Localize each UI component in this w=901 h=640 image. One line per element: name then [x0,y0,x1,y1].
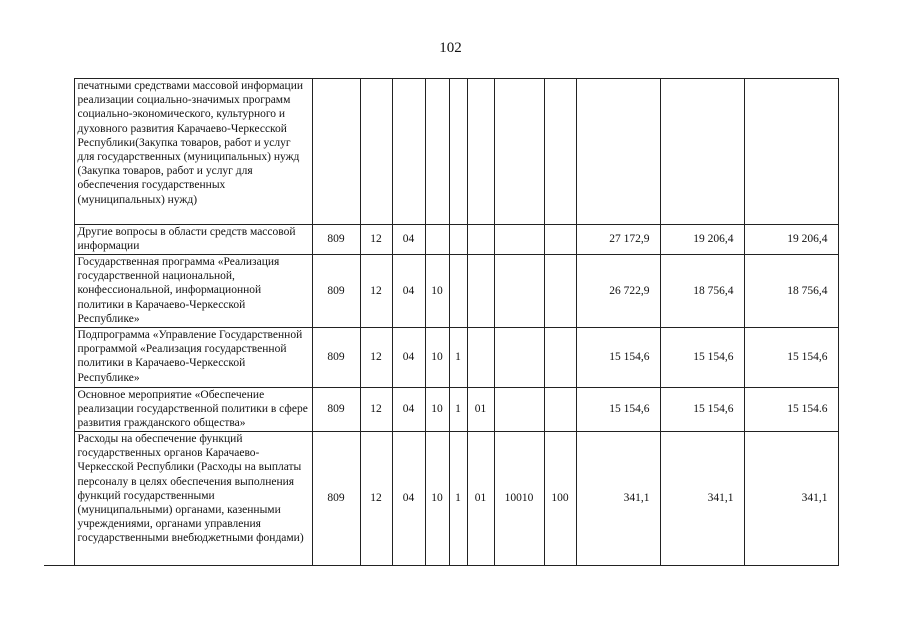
subprogram-code: 1 [449,388,467,432]
program-code [425,79,449,225]
event-code: 01 [467,388,494,432]
row-name: печатными средствами массовой информации реализации социально-значимых программ социально-экономического, культурного и духовного развития Карачаево-Черкесской Республики(Закупка товаров, работ и услуг для государственных (муниципальных) нужд (Закупка товаров, работ и услуг для обеспечения государственных (муниципальных) нужд) [74,79,312,225]
row-name: Другие вопросы в области средств массовой информации [74,225,312,255]
ved-code: 809 [312,225,360,255]
expense-type-code [544,388,576,432]
budget-table [44,78,839,566]
subsection-code: 04 [392,328,425,388]
amount-year-2 [660,79,744,225]
row-name: Основное мероприятие «Обеспечение реализации государственной политики в сфере развития гражданского общества» [74,388,312,432]
blank-margin-cell [44,328,74,388]
amount-year-3: 341,1 [744,432,838,566]
program-code: 10 [425,388,449,432]
amount-year-3: 19 206,4 [744,225,838,255]
amount-year-2: 15 154,6 [660,388,744,432]
row-name: Расходы на обеспечение функций государственных органов Карачаево-Черкесской Республики (Расходы на выплаты персоналу в целях обеспечения выполнения функций государственными (муниципальными) органами, казенными учреждениями, органами управления государственными внебюджетными фондами) [74,432,312,566]
subprogram-code [449,79,467,225]
event-code [467,79,494,225]
amount-year-2: 18 756,4 [660,255,744,328]
blank-margin-cell [44,388,74,432]
program-code: 10 [425,328,449,388]
subprogram-code [449,225,467,255]
table-row [44,388,838,432]
blank-margin-cell [44,255,74,328]
blank-margin-cell [44,432,74,566]
amount-year-2: 19 206,4 [660,225,744,255]
table-row [44,79,838,225]
expense-type-code: 100 [544,432,576,566]
event-code [467,225,494,255]
subsection-code: 04 [392,388,425,432]
table-row [44,328,838,388]
ved-code: 809 [312,388,360,432]
section-code: 12 [360,388,392,432]
amount-year-2: 15 154,6 [660,328,744,388]
event-code [467,255,494,328]
direction-code [494,255,544,328]
amount-year-2: 341,1 [660,432,744,566]
amount-year-3: 18 756,4 [744,255,838,328]
ved-code: 809 [312,328,360,388]
direction-code [494,79,544,225]
section-code: 12 [360,328,392,388]
direction-code [494,225,544,255]
amount-year-1: 15 154,6 [576,388,660,432]
table-row [44,432,838,566]
subsection-code: 04 [392,432,425,566]
subsection-code: 04 [392,255,425,328]
expense-type-code [544,255,576,328]
ved-code: 809 [312,255,360,328]
direction-code [494,388,544,432]
blank-margin-cell [44,225,74,255]
program-code: 10 [425,432,449,566]
row-name: Подпрограмма «Управление Государственной программой «Реализация государственной политики в Карачаево-Черкесской Республике» [74,328,312,388]
section-code: 12 [360,225,392,255]
page-number: 102 [439,40,462,56]
program-code [425,225,449,255]
expense-type-code [544,225,576,255]
amount-year-1: 341,1 [576,432,660,566]
subprogram-code [449,255,467,328]
event-code [467,328,494,388]
subsection-code [392,79,425,225]
section-code: 12 [360,432,392,566]
amount-year-1: 15 154,6 [576,328,660,388]
amount-year-1: 27 172,9 [576,225,660,255]
table-row [44,225,838,255]
amount-year-1: 26 722,9 [576,255,660,328]
amount-year-1 [576,79,660,225]
subsection-code: 04 [392,225,425,255]
direction-code [494,328,544,388]
section-code [360,79,392,225]
subprogram-code: 1 [449,328,467,388]
expense-type-code [544,328,576,388]
direction-code: 10010 [494,432,544,566]
amount-year-3: 15 154,6 [744,328,838,388]
table-row [44,255,838,328]
ved-code: 809 [312,432,360,566]
amount-year-3: 15 154.6 [744,388,838,432]
program-code: 10 [425,255,449,328]
subprogram-code: 1 [449,432,467,566]
blank-margin-cell [44,79,74,225]
section-code: 12 [360,255,392,328]
row-name: Государственная программа «Реализация государственной национальной, конфессиональной, информационной политики в Карачаево-Черкесской Республике» [74,255,312,328]
amount-year-3 [744,79,838,225]
event-code: 01 [467,432,494,566]
expense-type-code [544,79,576,225]
ved-code [312,79,360,225]
